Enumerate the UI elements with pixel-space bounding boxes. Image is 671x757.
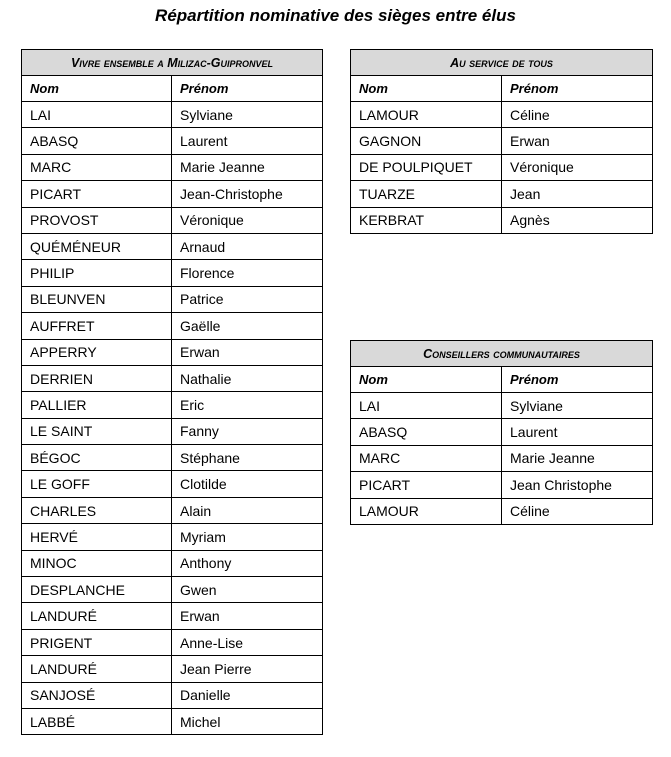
cell-nom: SANJOSÉ [22,682,172,708]
cell-prenom: Jean Christophe [502,472,653,498]
cell-prenom: Laurent [172,128,323,154]
column-header-nom: Nom [22,76,172,102]
cell-prenom: Véronique [502,154,653,180]
cell-nom: MARC [22,154,172,180]
cell-prenom: Fanny [172,418,323,444]
cell-prenom: Erwan [172,603,323,629]
cell-prenom: Arnaud [172,233,323,259]
table-row [22,181,323,207]
cell-prenom: Erwan [172,339,323,365]
cell-prenom: Eric [172,392,323,418]
table-row [351,419,653,445]
cell-nom: BÉGOC [22,445,172,471]
table-row [351,472,653,498]
cell-nom: LE SAINT [22,418,172,444]
table-row [22,550,323,576]
table-row [351,393,653,419]
cell-nom: ABASQ [22,128,172,154]
cell-nom: MINOC [22,550,172,576]
cell-nom: PICART [22,181,172,207]
column-header-nom: Nom [351,367,502,393]
table-row [22,445,323,471]
table-row [351,128,653,154]
table-row [22,339,323,365]
cell-prenom: Erwan [502,128,653,154]
cell-prenom: Alain [172,497,323,523]
table-row [22,207,323,233]
table-row [22,154,323,180]
cell-nom: PHILIP [22,260,172,286]
table-row [22,233,323,259]
table-row [22,603,323,629]
cell-nom: PALLIER [22,392,172,418]
table-row [351,207,653,233]
cell-prenom: Anthony [172,550,323,576]
cell-prenom: Sylviane [172,102,323,128]
table-row [22,128,323,154]
table-row [22,418,323,444]
column-header-prenom: Prénom [502,367,653,393]
cell-prenom: Stéphane [172,445,323,471]
cell-prenom: Gwen [172,577,323,603]
cell-nom: HERVÉ [22,524,172,550]
cell-prenom: Jean-Christophe [172,181,323,207]
table-row [22,365,323,391]
cell-nom: LANDURÉ [22,656,172,682]
cell-prenom: Danielle [172,682,323,708]
cell-prenom: Véronique [172,207,323,233]
table-row [22,260,323,286]
cell-nom: LAMOUR [351,102,502,128]
column-header-prenom: Prénom [172,76,323,102]
cell-prenom: Gaëlle [172,313,323,339]
cell-nom: PRIGENT [22,629,172,655]
cell-prenom: Céline [502,102,653,128]
column-header-nom: Nom [351,76,502,102]
table-row [22,577,323,603]
cell-prenom: Céline [502,498,653,524]
cell-nom: DERRIEN [22,365,172,391]
cell-nom: LANDURÉ [22,603,172,629]
table-title: Conseillers communautaires [351,341,653,367]
table-conseillers-communautaires [350,340,653,525]
table-row [22,682,323,708]
cell-prenom: Jean Pierre [172,656,323,682]
table-row [22,313,323,339]
cell-nom: PICART [351,472,502,498]
cell-nom: DESPLANCHE [22,577,172,603]
table-row [22,708,323,734]
cell-prenom: Sylviane [502,393,653,419]
cell-prenom: Marie Jeanne [172,154,323,180]
table-row [351,154,653,180]
cell-nom: BLEUNVEN [22,286,172,312]
cell-nom: ABASQ [351,419,502,445]
table-row [22,497,323,523]
cell-nom: LAI [351,393,502,419]
cell-prenom: Marie Jeanne [502,445,653,471]
cell-prenom: Anne-Lise [172,629,323,655]
table-row [22,471,323,497]
table-row [22,656,323,682]
cell-nom: MARC [351,445,502,471]
table-title: Vivre ensemble a Milizac-Guipronvel [22,50,323,76]
cell-nom: GAGNON [351,128,502,154]
page-title: Répartition nominative des sièges entre élus [155,6,516,25]
cell-nom: QUÉMÉNEUR [22,233,172,259]
cell-prenom: Nathalie [172,365,323,391]
cell-nom: TUARZE [351,181,502,207]
table-row [351,102,653,128]
table-row [22,286,323,312]
cell-prenom: Laurent [502,419,653,445]
table-row [22,392,323,418]
cell-nom: LAI [22,102,172,128]
table-row [351,181,653,207]
cell-prenom: Michel [172,708,323,734]
table-row [351,445,653,471]
cell-prenom: Agnès [502,207,653,233]
cell-prenom: Myriam [172,524,323,550]
cell-nom: LABBÉ [22,708,172,734]
table-row [22,102,323,128]
column-header-prenom: Prénom [502,76,653,102]
cell-nom: CHARLES [22,497,172,523]
table-row [351,498,653,524]
cell-nom: LE GOFF [22,471,172,497]
table-title: Au service de tous [351,50,653,76]
cell-prenom: Jean [502,181,653,207]
table-au-service-de-tous [350,49,653,234]
cell-nom: KERBRAT [351,207,502,233]
table-row [22,524,323,550]
cell-prenom: Florence [172,260,323,286]
table-row [22,629,323,655]
cell-nom: PROVOST [22,207,172,233]
cell-nom: LAMOUR [351,498,502,524]
table-vivre-ensemble [21,49,323,735]
cell-prenom: Patrice [172,286,323,312]
cell-nom: AUFFRET [22,313,172,339]
cell-nom: APPERRY [22,339,172,365]
cell-prenom: Clotilde [172,471,323,497]
cell-nom: DE POULPIQUET [351,154,502,180]
